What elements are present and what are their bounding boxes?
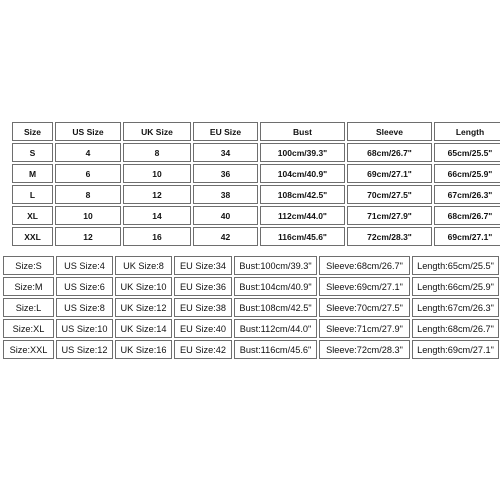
table-cell: US Size:8	[56, 298, 113, 317]
table-row	[12, 143, 500, 162]
header-cell-sleeve: Sleeve	[347, 122, 432, 141]
table-cell: Bust:108cm/42.5"	[234, 298, 317, 317]
table-cell: 4	[55, 143, 121, 162]
header-cell-length: Length	[434, 122, 500, 141]
table-cell: UK Size:8	[115, 256, 172, 275]
table-cell: 38	[193, 185, 258, 204]
table-cell: UK Size:16	[115, 340, 172, 359]
table-cell: 8	[123, 143, 191, 162]
table-cell: 72cm/28.3"	[347, 227, 432, 246]
table-cell: 69cm/27.1"	[434, 227, 500, 246]
table-cell: 70cm/27.5"	[347, 185, 432, 204]
table-cell: 34	[193, 143, 258, 162]
table-cell: Bust:104cm/40.9"	[234, 277, 317, 296]
size-chart-labeled-table	[1, 254, 500, 361]
header-cell-us-size: US Size	[55, 122, 121, 141]
table-cell: XL	[12, 206, 53, 225]
table-cell: US Size:4	[56, 256, 113, 275]
table-cell: 68cm/26.7"	[347, 143, 432, 162]
table-cell: 40	[193, 206, 258, 225]
table-cell: 42	[193, 227, 258, 246]
table-row	[12, 185, 500, 204]
table-cell: 10	[123, 164, 191, 183]
table-cell: Length:67cm/26.3"	[412, 298, 499, 317]
table-cell: 67cm/26.3"	[434, 185, 500, 204]
table-cell: 14	[123, 206, 191, 225]
table-cell: Length:68cm/26.7"	[412, 319, 499, 338]
table-cell: 10	[55, 206, 121, 225]
size-chart-table	[10, 120, 500, 248]
header-cell-size: Size	[12, 122, 53, 141]
table-cell: Sleeve:68cm/26.7"	[319, 256, 410, 275]
table-cell: Size:M	[3, 277, 54, 296]
table-row	[12, 227, 500, 246]
table-cell: L	[12, 185, 53, 204]
table-cell: M	[12, 164, 53, 183]
table-cell: Size:L	[3, 298, 54, 317]
table-cell: Sleeve:70cm/27.5"	[319, 298, 410, 317]
table-cell: 8	[55, 185, 121, 204]
header-cell-eu-size: EU Size	[193, 122, 258, 141]
table-cell: Sleeve:71cm/27.9"	[319, 319, 410, 338]
table-cell: EU Size:40	[174, 319, 232, 338]
table-row	[12, 206, 500, 225]
table-cell: Length:66cm/25.9"	[412, 277, 499, 296]
table-cell: 65cm/25.5"	[434, 143, 500, 162]
header-cell-uk-size: UK Size	[123, 122, 191, 141]
table-cell: 116cm/45.6"	[260, 227, 345, 246]
table-cell: Length:69cm/27.1"	[412, 340, 499, 359]
table-cell: 69cm/27.1"	[347, 164, 432, 183]
table-cell: EU Size:38	[174, 298, 232, 317]
table-cell: EU Size:42	[174, 340, 232, 359]
table-row	[3, 319, 499, 338]
header-cell-bust: Bust	[260, 122, 345, 141]
table-cell: 71cm/27.9"	[347, 206, 432, 225]
table-cell: Bust:100cm/39.3"	[234, 256, 317, 275]
table-cell: Size:XXL	[3, 340, 54, 359]
table-cell: 68cm/26.7"	[434, 206, 500, 225]
table-cell: UK Size:10	[115, 277, 172, 296]
table-cell: 36	[193, 164, 258, 183]
table-cell: 66cm/25.9"	[434, 164, 500, 183]
table-cell: Length:65cm/25.5"	[412, 256, 499, 275]
table-cell: 16	[123, 227, 191, 246]
table-cell: XXL	[12, 227, 53, 246]
table-row	[3, 298, 499, 317]
table-cell: 6	[55, 164, 121, 183]
table-cell: 100cm/39.3"	[260, 143, 345, 162]
table-cell: Sleeve:72cm/28.3"	[319, 340, 410, 359]
table-cell: S	[12, 143, 53, 162]
table-row	[3, 256, 499, 275]
table-cell: UK Size:14	[115, 319, 172, 338]
table-cell: UK Size:12	[115, 298, 172, 317]
table-cell: US Size:12	[56, 340, 113, 359]
table-header-row	[12, 122, 500, 141]
table-cell: 104cm/40.9"	[260, 164, 345, 183]
table-cell: Size:XL	[3, 319, 54, 338]
table-cell: 12	[55, 227, 121, 246]
table-row	[3, 340, 499, 359]
table-cell: EU Size:36	[174, 277, 232, 296]
table-cell: Sleeve:69cm/27.1"	[319, 277, 410, 296]
table-cell: US Size:6	[56, 277, 113, 296]
table-cell: Bust:116cm/45.6"	[234, 340, 317, 359]
table-cell: Bust:112cm/44.0"	[234, 319, 317, 338]
table-row	[3, 277, 499, 296]
table-cell: EU Size:34	[174, 256, 232, 275]
table-cell: 108cm/42.5"	[260, 185, 345, 204]
table-row	[12, 164, 500, 183]
table-cell: 12	[123, 185, 191, 204]
table-cell: Size:S	[3, 256, 54, 275]
table-cell: US Size:10	[56, 319, 113, 338]
table-cell: 112cm/44.0"	[260, 206, 345, 225]
